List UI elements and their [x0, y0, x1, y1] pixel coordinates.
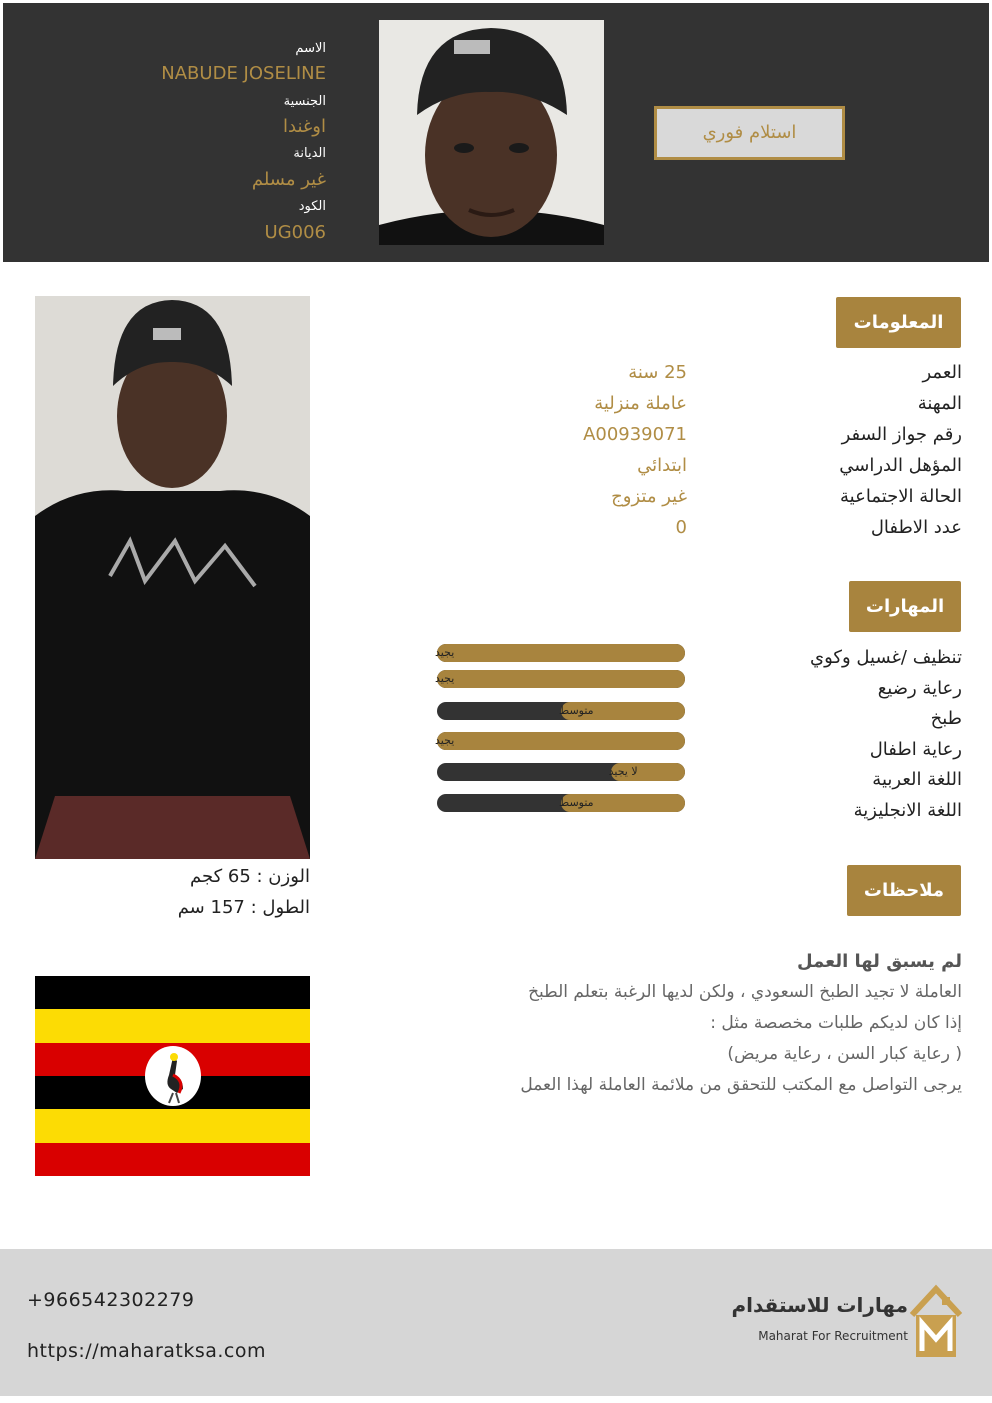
maharat-logo — [731, 1285, 970, 1361]
info-value: عاملة منزلية — [594, 393, 687, 414]
flag-stripe — [35, 1143, 310, 1176]
notes-heading: لم يسبق لها العمل — [797, 951, 962, 972]
skill-level-bar — [437, 763, 685, 781]
weight-text: الوزن : 65 كجم — [190, 866, 310, 887]
name-label: الاسم — [295, 41, 326, 56]
flag-stripe — [35, 1109, 310, 1142]
info-value: 25 سنة — [628, 362, 687, 383]
nationality-label: الجنسية — [283, 94, 326, 109]
logo-english-text: Maharat For Recruitment — [758, 1329, 908, 1343]
portrait-photo — [379, 20, 604, 245]
code-value: UG006 — [264, 222, 326, 243]
house-logo-icon — [906, 1285, 966, 1359]
info-section-title: المعلومات — [836, 297, 961, 348]
skill-label: رعاية اطفال — [869, 739, 962, 760]
info-label: رقم جواز السفر — [841, 424, 962, 445]
skill-level-text: متوسط — [559, 704, 594, 717]
skill-label: تنظيف /غسيل وكوي — [810, 647, 962, 668]
skill-level-text: يجيد — [435, 672, 455, 685]
religion-value: غير مسلم — [251, 169, 326, 190]
info-label: العمر — [922, 362, 962, 383]
instant-receive-button[interactable]: استلام فوري — [654, 106, 845, 160]
notes-section-title: ملاحظات — [847, 865, 961, 916]
skill-level-bar — [437, 644, 685, 662]
religion-label: الديانة — [293, 146, 326, 161]
info-value: ابتدائي — [637, 455, 687, 476]
skill-level-text: يجيد — [435, 646, 455, 659]
skill-level-bar — [437, 794, 685, 812]
phone-number[interactable]: +966542302279 — [27, 1289, 195, 1311]
notes-line: العاملة لا تجيد الطبخ السعودي ، ولكن لديها الرغبة بتعلم الطبخ — [528, 982, 962, 1002]
info-value: غير متزوج — [611, 486, 687, 507]
skill-level-text: متوسط — [559, 796, 594, 809]
code-label: الكود — [298, 199, 326, 214]
info-label: المؤهل الدراسي — [839, 455, 962, 476]
skill-label: اللغة الانجليزية — [853, 800, 962, 821]
info-label: الحالة الاجتماعية — [840, 486, 962, 507]
notes-line: إذا كان لديكم طلبات مخصصة مثل : — [710, 1013, 962, 1033]
skill-level-bar — [437, 732, 685, 750]
nationality-value: اوغندا — [283, 116, 326, 137]
notes-line: ( رعاية كبار السن ، رعاية مريض) — [727, 1044, 962, 1064]
logo-arabic-text: مهارات للاستقدام — [731, 1293, 908, 1317]
full-body-photo — [35, 296, 310, 859]
crane-emblem-icon — [143, 1045, 203, 1107]
notes-body — [422, 946, 962, 1101]
info-label: المهنة — [917, 393, 962, 414]
skill-label: اللغة العربية — [872, 769, 962, 790]
uganda-flag-icon — [35, 976, 310, 1176]
flag-stripe — [35, 976, 310, 1009]
skill-label: رعاية رضيع — [877, 678, 962, 699]
info-value: A00939071 — [583, 424, 687, 445]
name-value: NABUDE JOSELINE — [161, 63, 326, 84]
profile-header — [3, 3, 989, 262]
skill-label: طبخ — [930, 708, 962, 729]
notes-line: يرجى التواصل مع المكتب للتحقق من ملائمة العاملة لهذا العمل — [520, 1075, 962, 1095]
skills-section-title: المهارات — [849, 581, 961, 632]
skill-level-bar — [437, 670, 685, 688]
skill-level-text: لا يجيد — [608, 765, 638, 778]
footer — [0, 1249, 992, 1396]
info-value: 0 — [675, 517, 687, 538]
height-text: الطول : 157 سم — [177, 897, 310, 918]
skill-level-text: يجيد — [435, 734, 455, 747]
flag-stripe — [35, 1009, 310, 1042]
website-link[interactable]: https://maharatksa.com — [27, 1340, 267, 1362]
info-label: عدد الاطفال — [870, 517, 962, 538]
skill-level-bar — [437, 702, 685, 720]
